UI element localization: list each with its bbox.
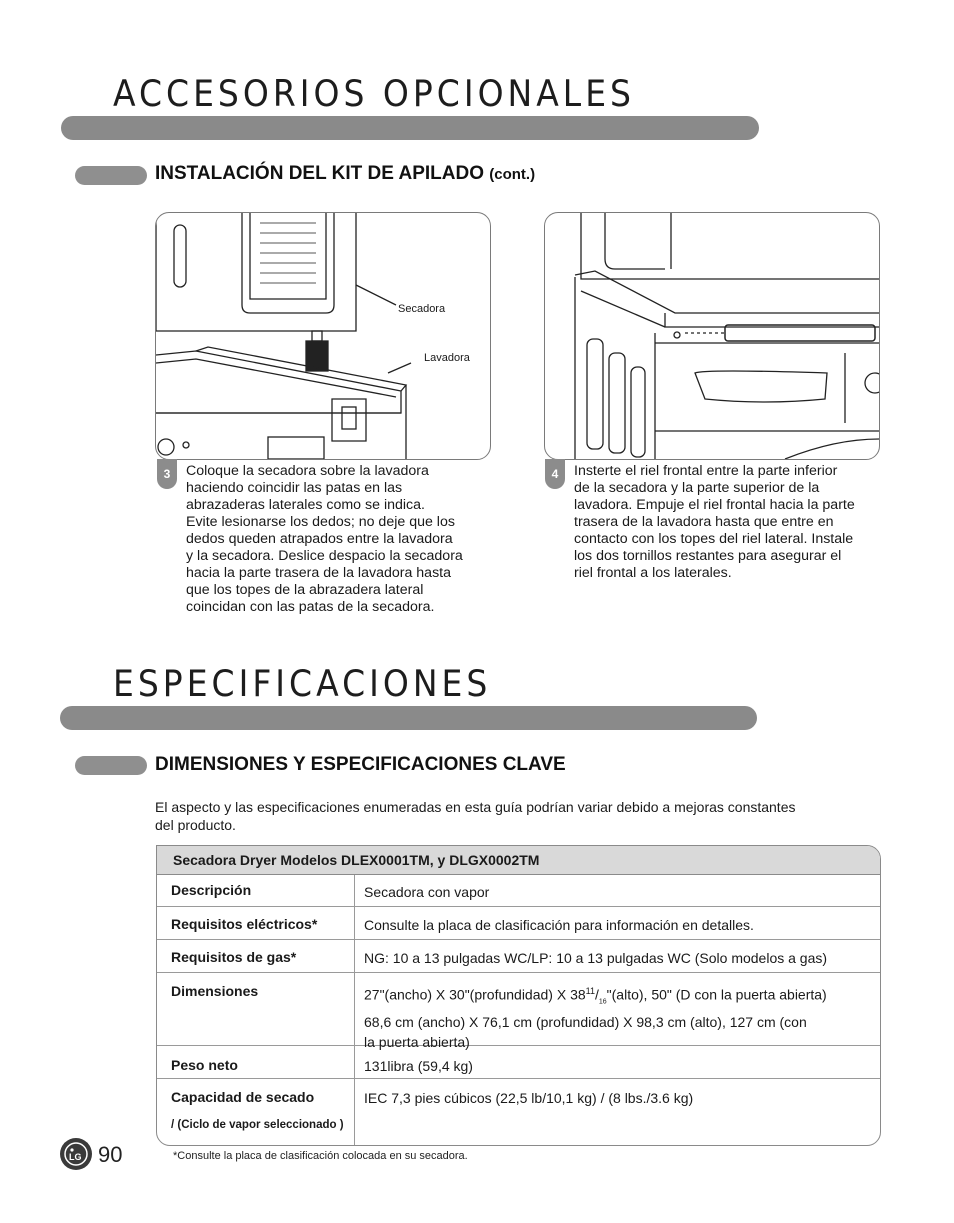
page-number: 90 [98, 1142, 123, 1167]
spec-key: Requisitos eléctricos* [157, 907, 355, 939]
subsection-marker [75, 166, 147, 185]
spec-row-dimensiones [157, 973, 880, 1051]
spec-table-header: Secadora Dryer Modelos DLEX0001TM, y DLGX0002TM [157, 846, 880, 875]
figure-step-3 [155, 212, 491, 460]
spec-key: Dimensiones [157, 973, 355, 1045]
spec-row-descripcion [157, 875, 880, 907]
front-rail-illustration [545, 213, 879, 459]
subsection-marker-2 [75, 756, 147, 775]
section-title-bar-2 [60, 706, 757, 730]
spec-key-sub: / (Ciclo de vapor seleccionado ) [171, 1119, 344, 1131]
spec-row-gas [157, 940, 880, 973]
spec-row-electricos [157, 907, 880, 940]
label-secadora: Secadora [398, 303, 446, 315]
footnote: *Consulte la placa de clasificación colocada en su secadora. [173, 1150, 468, 1162]
section-title-accesorios: ACCESORIOS OPCIONALES [113, 72, 635, 115]
step-4-text: Insterte el riel frontal entre la parte inferior de la secadora y la parte superior de la lavadora. Empuje el riel frontal hacia la parte trasera de la lavadora hasta que entre en contacto con los topes del riel lateral. Instale los dos tornillos restantes para asegurar el riel frontal a los laterales. [574, 463, 855, 581]
lg-logo-icon [60, 1138, 92, 1170]
figure-step-4 [544, 212, 880, 460]
spec-key: Descripción [157, 875, 355, 906]
step-number-4: 4 [545, 459, 565, 489]
dryer-on-washer-illustration [156, 213, 490, 459]
svg-text:LG: LG [69, 1152, 82, 1162]
spec-value: 27"(ancho) X 30"(profundidad) X $38^{11}/_{16}"(alto)$, 50" (D con la puerta abierta) 68,6 cm (ancho) X 76,1 cm (profundidad) X 98,3 cm (alto), 127 cm (con la puerta abierta) [364, 986, 827, 1051]
subsection-title-dimensiones: DIMENSIONES Y ESPECIFICACIONES CLAVE [155, 754, 566, 775]
spec-value: Secadora con vapor [364, 884, 490, 900]
intro-paragraph: El aspecto y las especificaciones enumeradas en esta guía podrían variar debido a mejoras constantes del producto. [155, 799, 796, 833]
spec-value: Consulte la placa de clasificación para información en detalles. [364, 917, 754, 933]
spec-row-capacidad [157, 1079, 880, 1145]
spec-table [156, 845, 881, 1146]
spec-value: IEC 7,3 pies cúbicos (22,5 lb/10,1 kg) / (8 lbs./3.6 kg) [364, 1090, 694, 1106]
spec-value: 131libra (59,4 kg) [364, 1058, 473, 1074]
step-3-text: Coloque la secadora sobre la lavadora haciendo coincidir las patas en las abrazaderas laterales como se indica. Evite lesionarse los dedos; no deje que los dedos queden atrapados entre la lavadora y la secadora. Deslice despacio la secadora hacia la parte trasera de la lavadora hasta que los topes de la abrazadera lateral coincidan con las patas de la secadora. [186, 463, 463, 615]
step-number-3: 3 [157, 459, 177, 489]
spec-key: Peso neto [157, 1046, 355, 1078]
section-title-especificaciones: ESPECIFICACIONES [113, 662, 492, 705]
lg-logo [60, 1138, 92, 1170]
spec-row-peso [157, 1046, 880, 1079]
spec-value: NG: 10 a 13 pulgadas WC/LP: 10 a 13 pulgadas WC (Solo modelos a gas) [364, 950, 828, 966]
spec-key: Capacidad de secado / (Ciclo de vapor seleccionado ) [157, 1079, 355, 1145]
label-lavadora: Lavadora [424, 352, 470, 364]
spec-key: Requisitos de gas* [157, 940, 355, 972]
subsection-title-kit-apilado: INSTALACIÓN DEL KIT DE APILADO (cont.) [155, 163, 536, 184]
section-title-bar [61, 116, 759, 140]
